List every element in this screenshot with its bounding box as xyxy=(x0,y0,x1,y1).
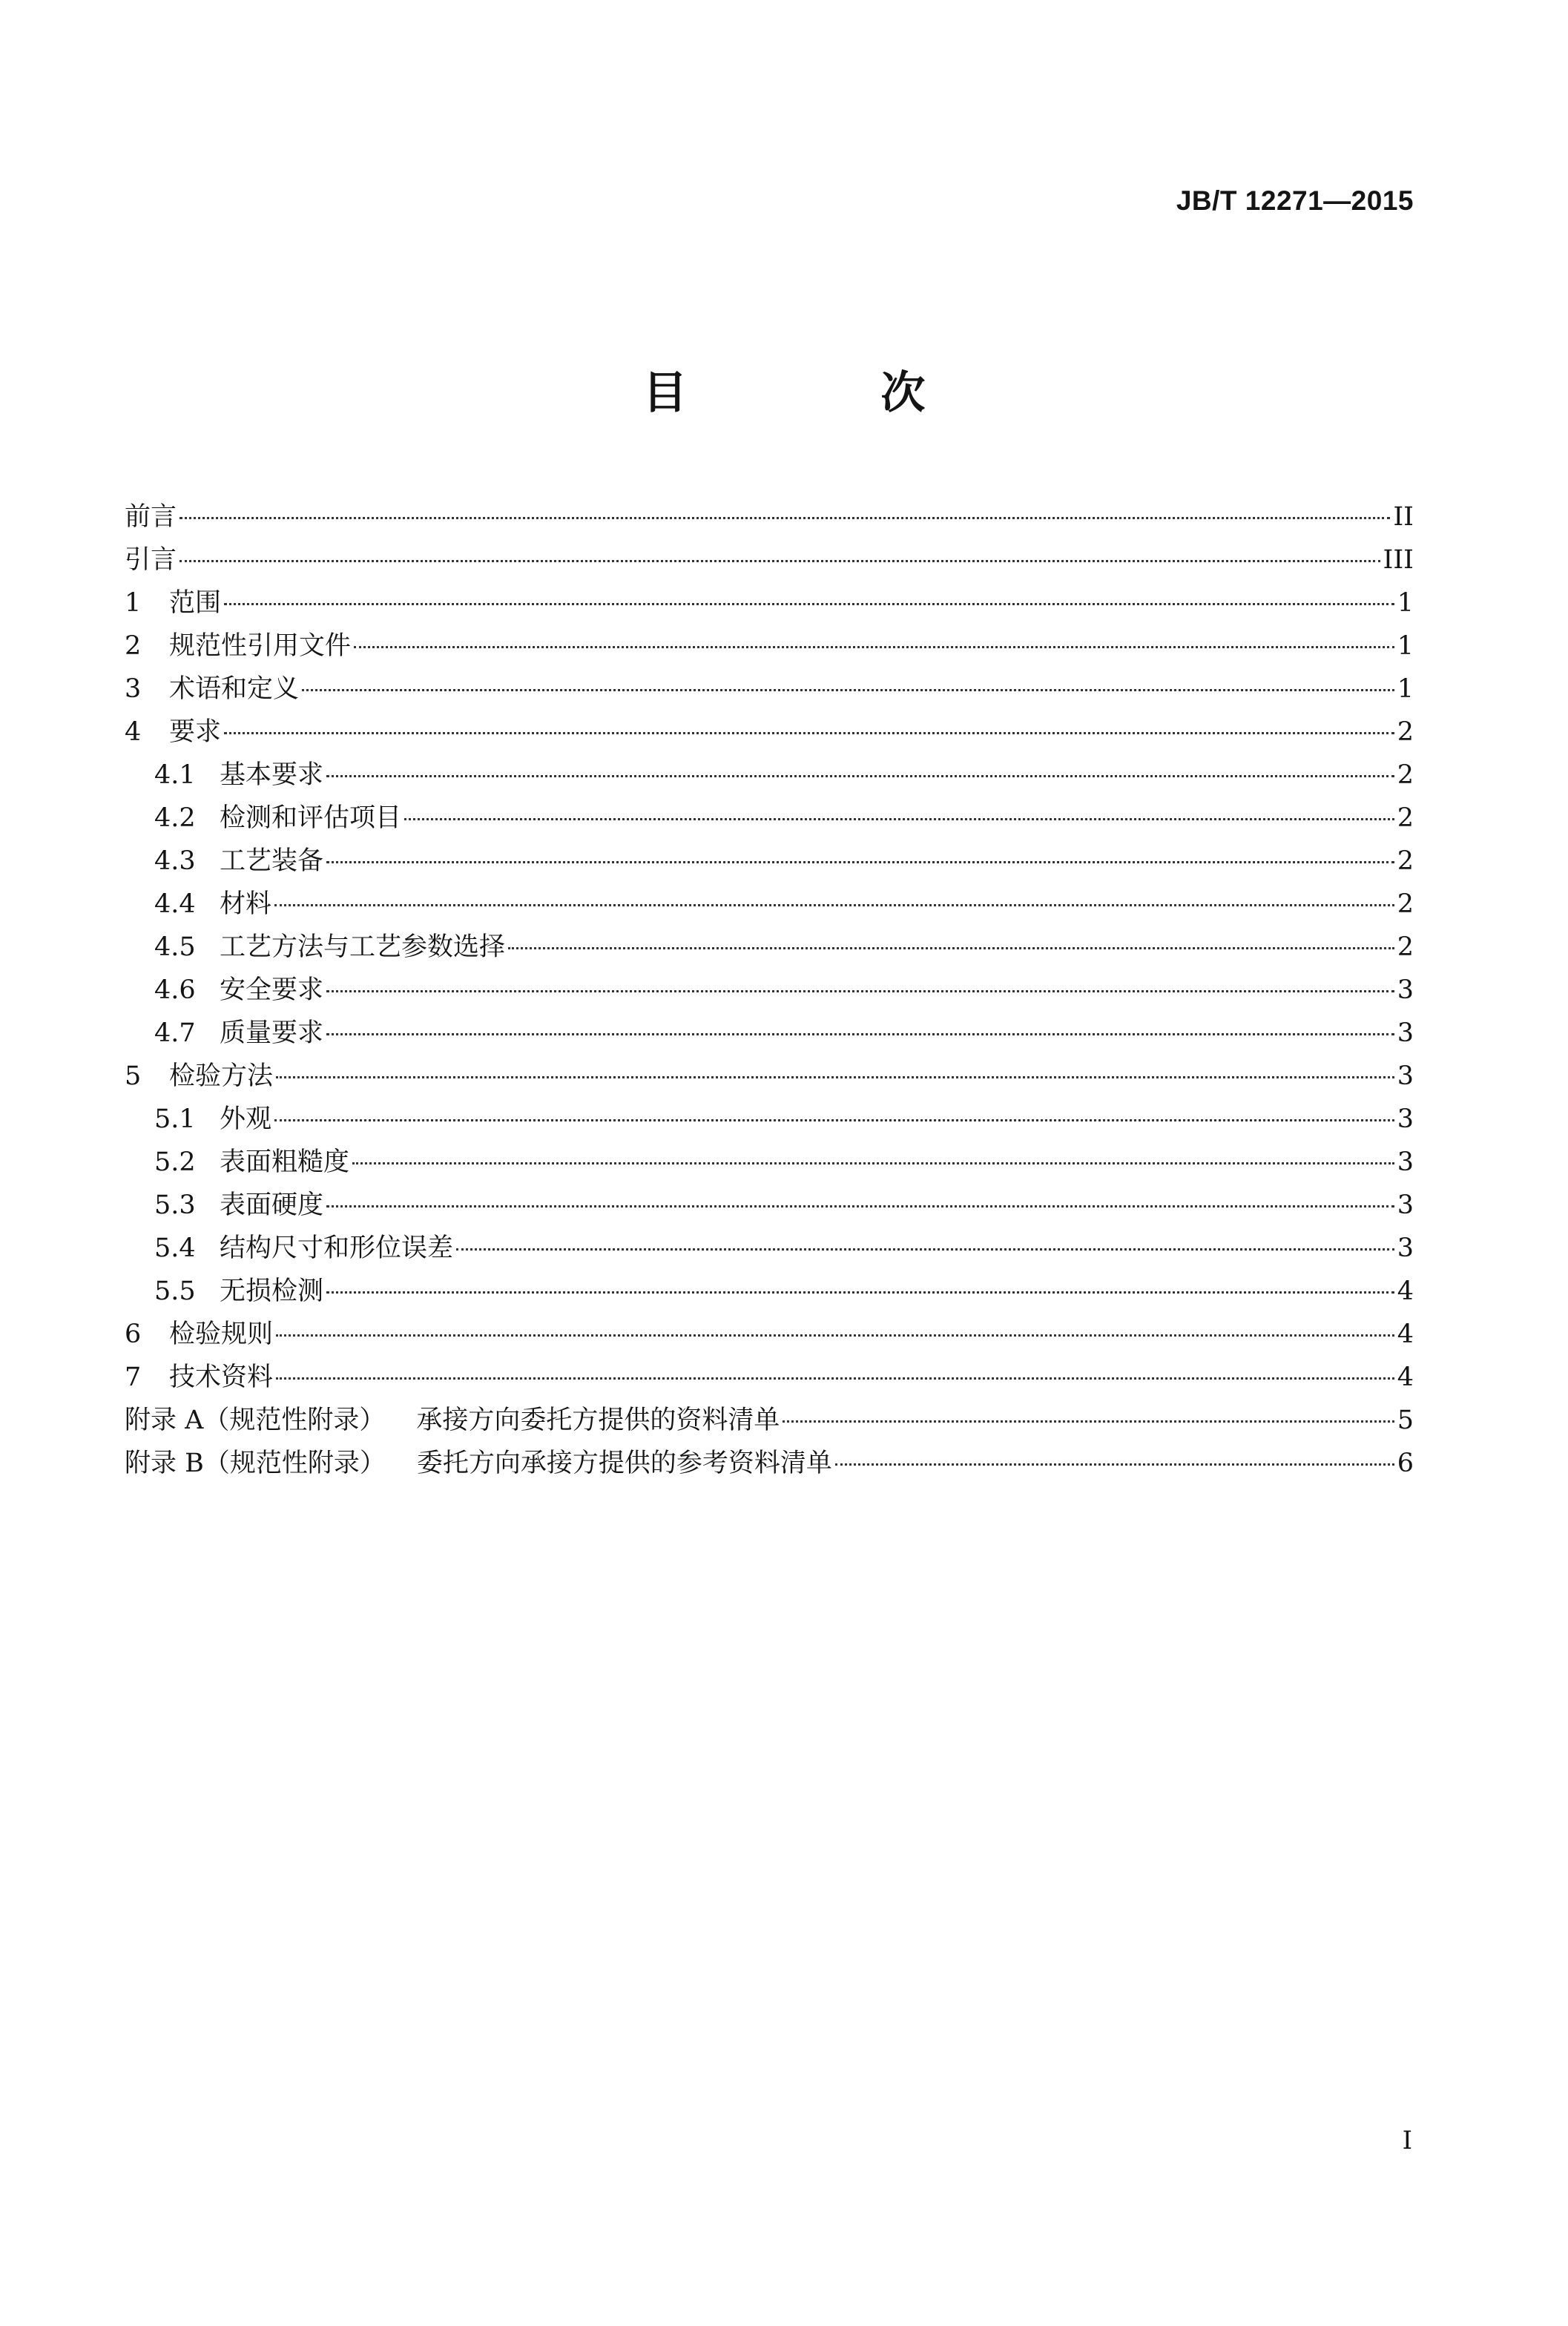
toc-entry-page: 2 xyxy=(1397,803,1414,833)
toc-entry xyxy=(125,625,1414,668)
toc-entry-page: 6 xyxy=(1397,1449,1414,1478)
toc-entry xyxy=(125,1184,1414,1227)
toc-entry-title: 检验方法 xyxy=(169,1061,274,1091)
toc-entry-page: 3 xyxy=(1397,1061,1414,1091)
toc-entry-number: 5 xyxy=(125,1061,142,1091)
toc-leader-dots xyxy=(276,1076,1394,1078)
toc-entry-page: 3 xyxy=(1397,975,1414,1005)
toc-entry-page: 3 xyxy=(1397,1018,1414,1048)
toc-entry xyxy=(125,840,1414,883)
toc-entry xyxy=(125,883,1414,926)
toc-entry xyxy=(125,754,1414,797)
toc-entry-number: 5.1 xyxy=(154,1104,196,1134)
toc-leader-dots xyxy=(326,775,1394,777)
toc-entry-number: 4.2 xyxy=(154,803,196,833)
toc-entry-title: 检测和评估项目 xyxy=(220,803,402,833)
toc-entry-number: 7 xyxy=(125,1363,142,1392)
toc-entry-number: 5.4 xyxy=(154,1233,196,1263)
toc-entry-title: 基本要求 xyxy=(220,760,324,790)
toc-entry-title: 要求 xyxy=(169,717,222,747)
toc-entry-page: 3 xyxy=(1397,1104,1414,1134)
toc-entry-title: 工艺方法与工艺参数选择 xyxy=(220,932,506,962)
toc-entry xyxy=(125,1055,1414,1098)
toc-leader-dots xyxy=(274,1119,1394,1121)
toc-entry-title: 质量要求 xyxy=(220,1018,324,1048)
toc-entry-number: 5.2 xyxy=(154,1147,196,1177)
toc-entry xyxy=(125,1356,1414,1399)
toc-entry xyxy=(125,538,1414,582)
toc-entry-page: 4 xyxy=(1397,1320,1414,1349)
toc-entry-number: 1 xyxy=(125,588,142,618)
toc-entry-page: 1 xyxy=(1397,588,1414,618)
toc-entry-title: 承接方向委托方提供的资料清单 xyxy=(416,1406,780,1435)
toc-leader-dots xyxy=(276,1334,1394,1337)
toc-entry-number: 5.3 xyxy=(154,1190,196,1220)
toc-leader-dots xyxy=(508,947,1394,949)
toc-entry-title: 前言 xyxy=(125,502,177,532)
toc-leader-dots xyxy=(326,1033,1394,1035)
toc-entry-number: 3 xyxy=(125,674,142,704)
toc-entry xyxy=(125,582,1414,625)
toc-entry-page: 3 xyxy=(1397,1190,1414,1220)
toc-entry-number: 4.5 xyxy=(154,932,196,962)
toc-leader-dots xyxy=(835,1463,1394,1466)
toc-entry xyxy=(125,1399,1414,1442)
toc-entry-page: 2 xyxy=(1397,889,1414,919)
toc-entry xyxy=(125,969,1414,1012)
toc-leader-dots xyxy=(302,689,1394,691)
toc-entry-page: 4 xyxy=(1397,1276,1414,1306)
toc-entry-title: 材料 xyxy=(220,889,272,919)
toc-entry-title: 工艺装备 xyxy=(220,846,324,876)
toc-entry-number: 4.1 xyxy=(154,760,196,790)
toc-entry xyxy=(125,1227,1414,1270)
toc-entry-title: 引言 xyxy=(125,545,177,575)
toc-entry-title: 表面粗糙度 xyxy=(220,1147,350,1177)
toc-entry-number: 4.4 xyxy=(154,889,196,919)
toc-entry-page: 5 xyxy=(1397,1406,1414,1435)
toc-annex-label: 附录 B（规范性附录） xyxy=(125,1449,386,1478)
toc-entry-title: 表面硬度 xyxy=(220,1190,324,1220)
toc-entry-title: 无损检测 xyxy=(220,1276,324,1306)
toc-entry-number: 5.5 xyxy=(154,1276,196,1306)
toc-title: 目 次 xyxy=(642,367,1015,419)
toc-entry-page: II xyxy=(1393,502,1414,532)
toc-entry-number: 4.3 xyxy=(154,846,196,876)
toc-entry-page: 4 xyxy=(1397,1363,1414,1392)
toc-entry-page: III xyxy=(1383,545,1414,575)
toc-entry-title: 外观 xyxy=(220,1104,272,1134)
toc-annex-label: 附录 A（规范性附录） xyxy=(125,1406,386,1435)
toc-entry-title: 技术资料 xyxy=(169,1363,274,1392)
toc-leader-dots xyxy=(179,560,1380,562)
toc-entry xyxy=(125,711,1414,754)
toc-entry-page: 3 xyxy=(1397,1147,1414,1177)
toc-entry xyxy=(125,495,1414,538)
toc-entry xyxy=(125,668,1414,711)
toc-entry-title: 范围 xyxy=(169,588,222,618)
toc-leader-dots xyxy=(456,1248,1394,1251)
toc-entry-page: 1 xyxy=(1397,674,1414,704)
toc-leader-dots xyxy=(326,990,1394,992)
toc-entry-page: 2 xyxy=(1397,846,1414,876)
toc-leader-dots xyxy=(224,603,1394,605)
toc-leader-dots xyxy=(783,1420,1394,1423)
toc-entry-title: 检验规则 xyxy=(169,1320,274,1349)
toc-leader-dots xyxy=(352,1162,1394,1164)
toc-entry xyxy=(125,1313,1414,1356)
toc-leader-dots xyxy=(404,818,1394,820)
toc-entry-title: 结构尺寸和形位误差 xyxy=(220,1233,454,1263)
toc-leader-dots xyxy=(179,517,1390,519)
toc-entry-page: 2 xyxy=(1397,932,1414,962)
toc-leader-dots xyxy=(224,732,1394,734)
toc-entry-number: 6 xyxy=(125,1320,142,1349)
toc-entry xyxy=(125,926,1414,969)
toc-entry-page: 3 xyxy=(1397,1233,1414,1263)
toc-entry-number: 4.7 xyxy=(154,1018,196,1048)
toc-list xyxy=(125,495,1414,1485)
toc-leader-dots xyxy=(326,861,1394,863)
toc-leader-dots xyxy=(326,1205,1394,1208)
toc-entry-title: 安全要求 xyxy=(220,975,324,1005)
toc-entry xyxy=(125,1442,1414,1485)
toc-leader-dots xyxy=(354,646,1394,648)
toc-entry xyxy=(125,1141,1414,1184)
toc-entry xyxy=(125,1098,1414,1141)
toc-leader-dots xyxy=(274,904,1394,906)
toc-entry xyxy=(125,1270,1414,1313)
toc-entry-title: 规范性引用文件 xyxy=(169,631,352,661)
toc-entry-number: 4.6 xyxy=(154,975,196,1005)
toc-entry-title: 委托方向承接方提供的参考资料清单 xyxy=(416,1449,832,1478)
toc-entry-page: 1 xyxy=(1397,631,1414,661)
toc-leader-dots xyxy=(276,1377,1394,1380)
toc-entry xyxy=(125,797,1414,840)
toc-entry-title: 术语和定义 xyxy=(169,674,300,704)
toc-entry xyxy=(125,1012,1414,1055)
toc-entry-page: 2 xyxy=(1397,760,1414,790)
document-code: JB/T 12271—2015 xyxy=(1176,185,1414,216)
page-number: I xyxy=(1402,2126,1412,2155)
toc-entry-page: 2 xyxy=(1397,717,1414,747)
toc-entry-number: 4 xyxy=(125,717,142,747)
toc-leader-dots xyxy=(326,1291,1394,1294)
toc-entry-number: 2 xyxy=(125,631,142,661)
